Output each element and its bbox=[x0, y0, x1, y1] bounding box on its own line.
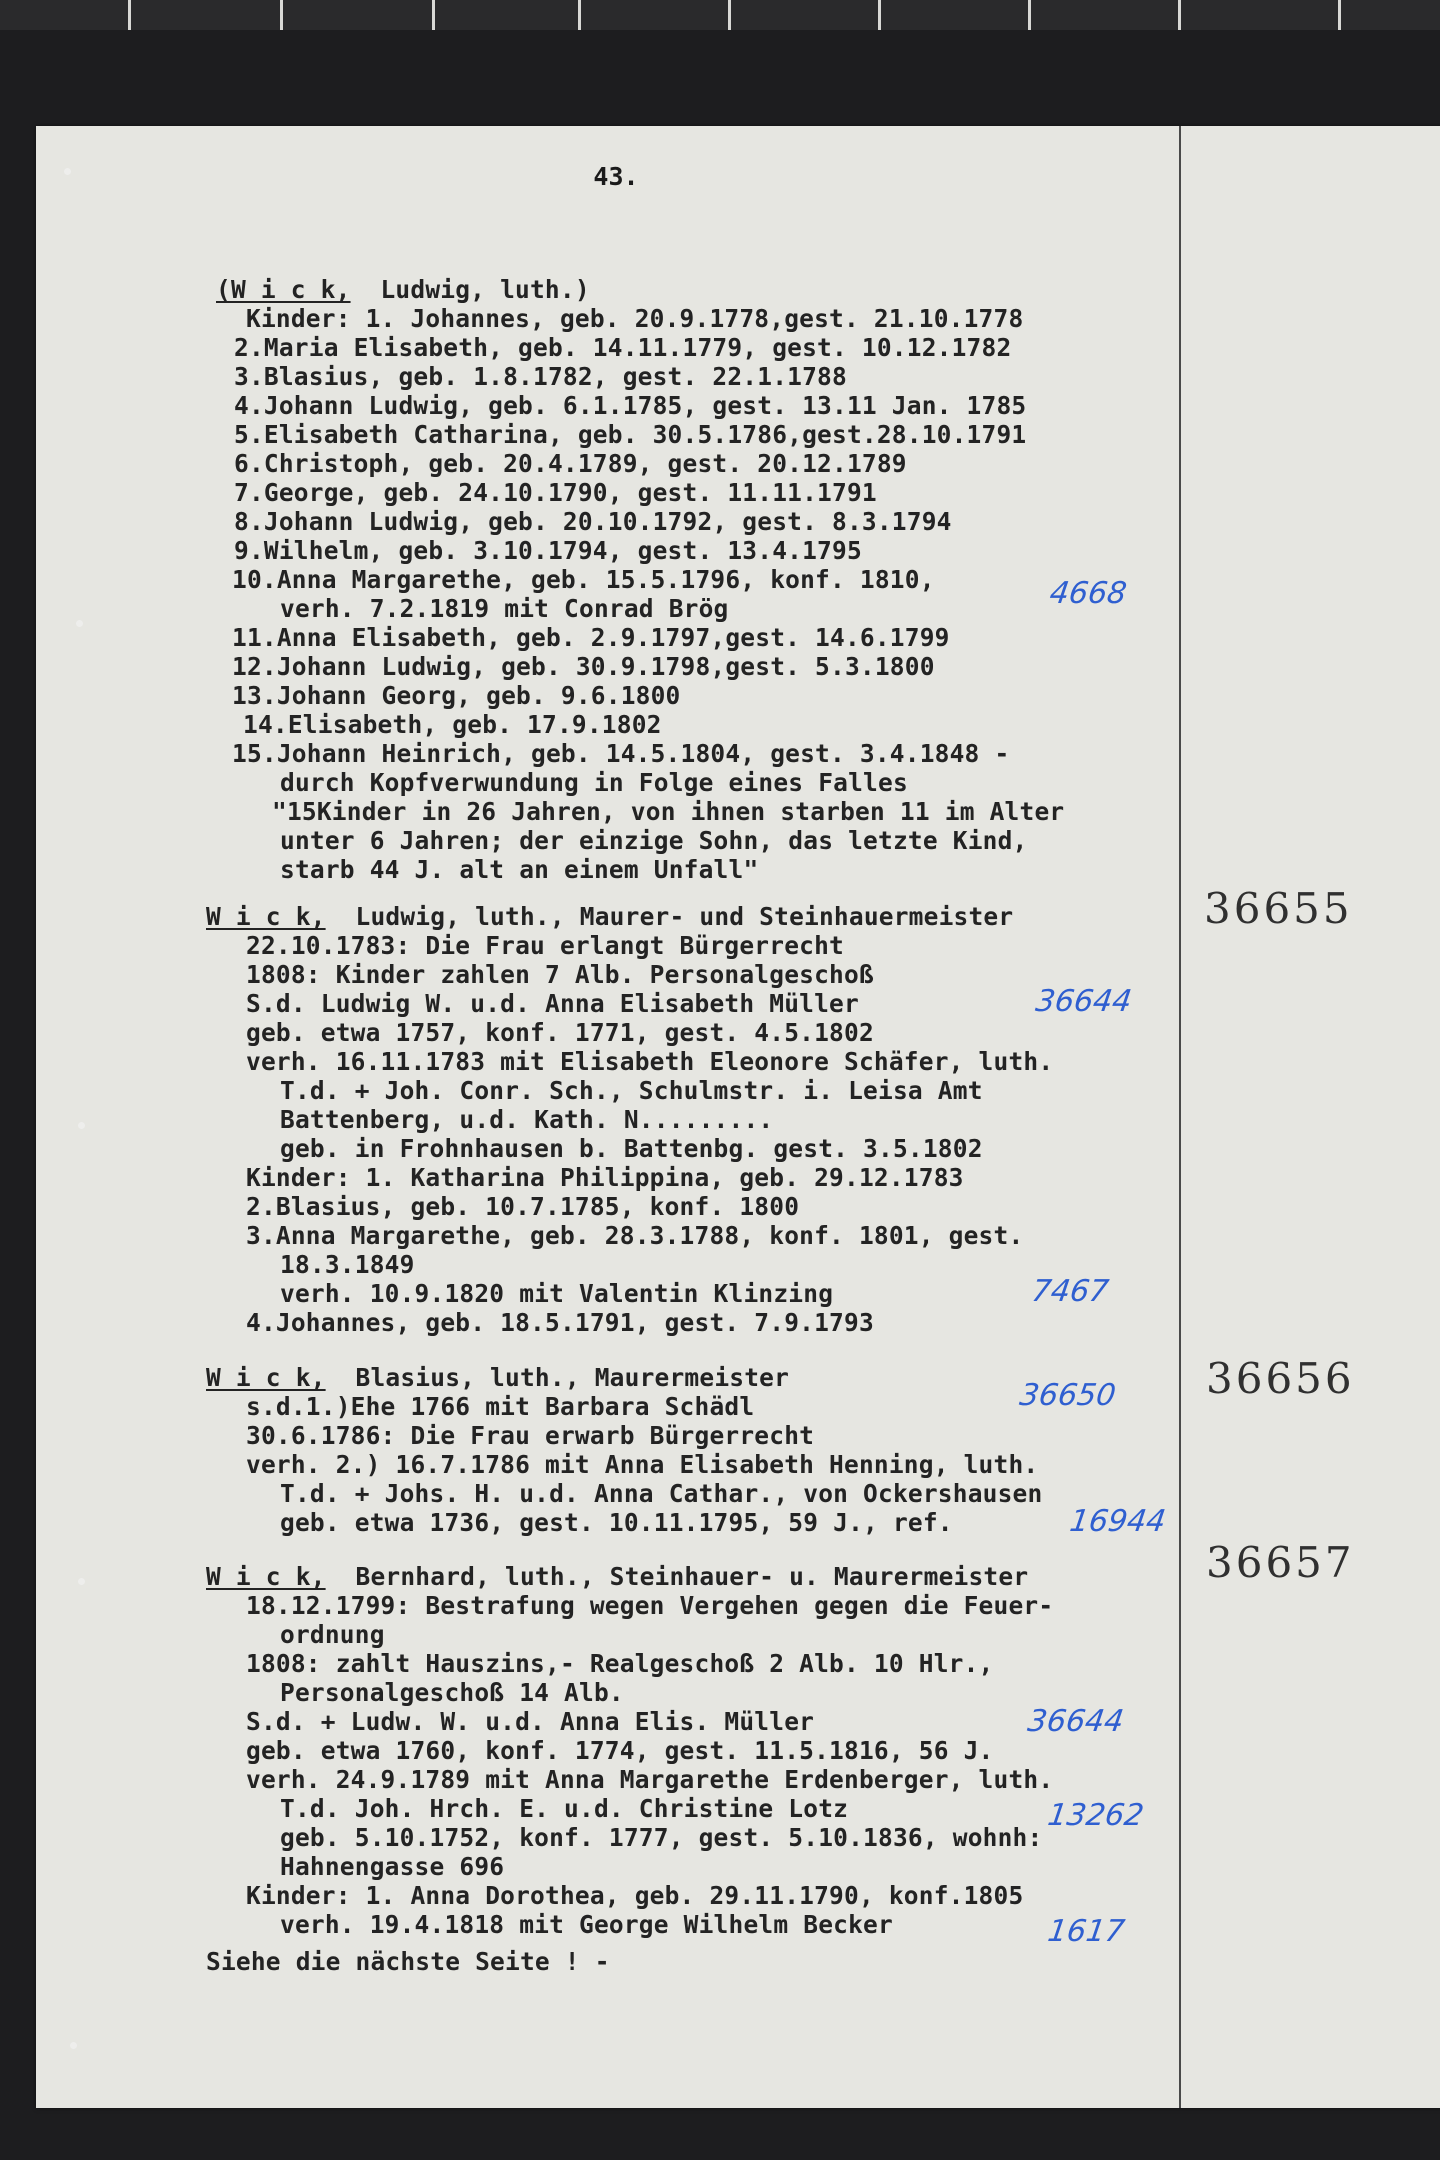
entry-line: 3.Anna Margarethe, geb. 28.3.1788, konf. 1801, gest. bbox=[246, 1221, 1024, 1250]
handwritten-reference: 36644 bbox=[1025, 1704, 1126, 1739]
entry-heading: W i c k, Ludwig, luth., Maurer- und Steinhauermeister bbox=[206, 902, 1014, 931]
entry-line: verh. 16.11.1783 mit Elisabeth Eleonore Schäfer, luth. bbox=[246, 1047, 1054, 1076]
entry-line: starb 44 J. alt an einem Unfall" bbox=[280, 855, 759, 884]
document-page bbox=[36, 126, 1440, 2108]
punch-hole bbox=[78, 1578, 85, 1585]
entry-line: 22.10.1783: Die Frau erlangt Bürgerrecht bbox=[246, 931, 845, 960]
entry-line: verh. 10.9.1820 mit Valentin Klinzing bbox=[280, 1279, 834, 1308]
entry-line: T.d. Joh. Hrch. E. u.d. Christine Lotz bbox=[280, 1794, 849, 1823]
entry-line: 18.3.1849 bbox=[280, 1250, 415, 1279]
entry-line: geb. etwa 1736, gest. 10.11.1795, 59 J., ref. bbox=[280, 1508, 953, 1537]
strip-mark bbox=[728, 0, 731, 30]
register-stamp: 36655 bbox=[1204, 884, 1353, 933]
entry-line: 2.Blasius, geb. 10.7.1785, konf. 1800 bbox=[246, 1192, 800, 1221]
entry-line: geb. etwa 1760, konf. 1774, gest. 11.5.1816, 56 J. bbox=[246, 1736, 994, 1765]
strip-mark bbox=[128, 0, 131, 30]
register-stamp: 36657 bbox=[1206, 1538, 1355, 1587]
entry-line: 6.Christoph, geb. 20.4.1789, gest. 20.12.1789 bbox=[234, 449, 907, 478]
entry-line: T.d. + Joh. Conr. Sch., Schulmstr. i. Leisa Amt bbox=[280, 1076, 983, 1105]
strip-mark bbox=[578, 0, 581, 30]
entry-line: 5.Elisabeth Catharina, geb. 30.5.1786,gest.28.10.1791 bbox=[234, 420, 1027, 449]
entry-line: 2.Maria Elisabeth, geb. 14.11.1779, gest. 10.12.1782 bbox=[234, 333, 1012, 362]
entry-line: ordnung bbox=[280, 1620, 385, 1649]
entry-line: 7.George, geb. 24.10.1790, gest. 11.11.1791 bbox=[234, 478, 877, 507]
entry-line: 4.Johannes, geb. 18.5.1791, gest. 7.9.1793 bbox=[246, 1308, 874, 1337]
entry-line: 8.Johann Ludwig, geb. 20.10.1792, gest. 8.3.1794 bbox=[234, 507, 952, 536]
margin-rule bbox=[1179, 126, 1181, 2108]
handwritten-reference: 16944 bbox=[1067, 1504, 1168, 1539]
surname-underlined: W i c k, bbox=[206, 1363, 326, 1392]
handwritten-reference: 4668 bbox=[1047, 576, 1129, 611]
handwritten-reference: 36650 bbox=[1017, 1378, 1118, 1413]
entry-line: 12.Johann Ludwig, geb. 30.9.1798,gest. 5.3.1800 bbox=[232, 652, 935, 681]
entry-line: Personalgeschoß 14 Alb. bbox=[280, 1678, 624, 1707]
entry-line: durch Kopfverwundung in Folge eines Falles bbox=[280, 768, 908, 797]
surname-underlined: W i c k, bbox=[206, 902, 326, 931]
handwritten-reference: 36644 bbox=[1033, 984, 1134, 1019]
strip-mark bbox=[878, 0, 881, 30]
continuation-note: Siehe die nächste Seite ! - bbox=[206, 1947, 610, 1976]
entry-line: 10.Anna Margarethe, geb. 15.5.1796, konf. 1810, bbox=[232, 565, 935, 594]
entry-line: 1808: zahlt Hauszins,- Realgeschoß 2 Alb. 10 Hlr., bbox=[246, 1649, 994, 1678]
entry-line: S.d. + Ludw. W. u.d. Anna Elis. Müller bbox=[246, 1707, 815, 1736]
entry-line: 14.Elisabeth, geb. 17.9.1802 bbox=[243, 710, 662, 739]
surname-underlined: (W i c k, bbox=[216, 275, 351, 304]
punch-hole bbox=[70, 2042, 77, 2049]
punch-hole bbox=[78, 1122, 85, 1129]
strip-mark bbox=[1028, 0, 1031, 30]
entry-line: Battenberg, u.d. Kath. N......... bbox=[280, 1105, 774, 1134]
entry-line: verh. 7.2.1819 mit Conrad Brög bbox=[280, 594, 729, 623]
entry-line: "15Kinder in 26 Jahren, von ihnen starben 11 im Alter bbox=[272, 797, 1065, 826]
register-stamp: 36656 bbox=[1206, 1354, 1355, 1403]
entry-line: 15.Johann Heinrich, geb. 14.5.1804, gest. 3.4.1848 - bbox=[232, 739, 1010, 768]
handwritten-reference: 7467 bbox=[1029, 1274, 1111, 1309]
surname-underlined: W i c k, bbox=[206, 1562, 326, 1591]
entry-line: 3.Blasius, geb. 1.8.1782, gest. 22.1.1788 bbox=[234, 362, 847, 391]
entry-line: 13.Johann Georg, geb. 9.6.1800 bbox=[232, 681, 681, 710]
handwritten-reference: 1617 bbox=[1045, 1914, 1127, 1949]
entry-line: Hahnengasse 696 bbox=[280, 1852, 505, 1881]
entry-line: verh. 24.9.1789 mit Anna Margarethe Erdenberger, luth. bbox=[246, 1765, 1054, 1794]
entry-line: 9.Wilhelm, geb. 3.10.1794, gest. 13.4.1795 bbox=[234, 536, 862, 565]
scanner-top-strip bbox=[0, 0, 1440, 30]
entry-line: Kinder: 1. Anna Dorothea, geb. 29.11.1790, konf.1805 bbox=[246, 1881, 1024, 1910]
entry-line: 11.Anna Elisabeth, geb. 2.9.1797,gest. 14.6.1799 bbox=[232, 623, 950, 652]
entry-line: S.d. Ludwig W. u.d. Anna Elisabeth Müller bbox=[246, 989, 859, 1018]
entry-heading: (W i c k, Ludwig, luth.) bbox=[216, 275, 590, 304]
handwritten-reference: 13262 bbox=[1045, 1798, 1146, 1833]
entry-line: geb. 5.10.1752, konf. 1777, gest. 5.10.1836, wohnh: bbox=[280, 1823, 1043, 1852]
entry-heading: W i c k, Bernhard, luth., Steinhauer- u. Maurermeister bbox=[206, 1562, 1029, 1591]
entry-line: 30.6.1786: Die Frau erwarb Bürgerrecht bbox=[246, 1421, 815, 1450]
entry-line: s.d.1.)Ehe 1766 mit Barbara Schädl bbox=[246, 1392, 755, 1421]
entry-line: 18.12.1799: Bestrafung wegen Vergehen gegen die Feuer- bbox=[246, 1591, 1054, 1620]
entry-line: 1808: Kinder zahlen 7 Alb. Personalgeschoß bbox=[246, 960, 874, 989]
entry-line: Kinder: 1. Katharina Philippina, geb. 29.12.1783 bbox=[246, 1163, 964, 1192]
punch-hole bbox=[76, 620, 83, 627]
entry-line: verh. 19.4.1818 mit George Wilhelm Becker bbox=[280, 1910, 893, 1939]
strip-mark bbox=[432, 0, 435, 30]
entry-line: geb. etwa 1757, konf. 1771, gest. 4.5.1802 bbox=[246, 1018, 874, 1047]
entry-line: 4.Johann Ludwig, geb. 6.1.1785, gest. 13.11 Jan. 1785 bbox=[234, 391, 1027, 420]
entry-line: verh. 2.) 16.7.1786 mit Anna Elisabeth Henning, luth. bbox=[246, 1450, 1039, 1479]
entry-heading: W i c k, Blasius, luth., Maurermeister bbox=[206, 1363, 790, 1392]
entry-line: geb. in Frohnhausen b. Battenbg. gest. 3.5.1802 bbox=[280, 1134, 983, 1163]
entry-line: T.d. + Johs. H. u.d. Anna Cathar., von Ockershausen bbox=[280, 1479, 1043, 1508]
strip-mark bbox=[280, 0, 283, 30]
entry-line: Kinder: 1. Johannes, geb. 20.9.1778,gest. 21.10.1778 bbox=[246, 304, 1024, 333]
page-number: 43. bbox=[593, 162, 639, 191]
strip-mark bbox=[1338, 0, 1341, 30]
entry-line: unter 6 Jahren; der einzige Sohn, das letzte Kind, bbox=[280, 826, 1028, 855]
strip-mark bbox=[1178, 0, 1181, 30]
